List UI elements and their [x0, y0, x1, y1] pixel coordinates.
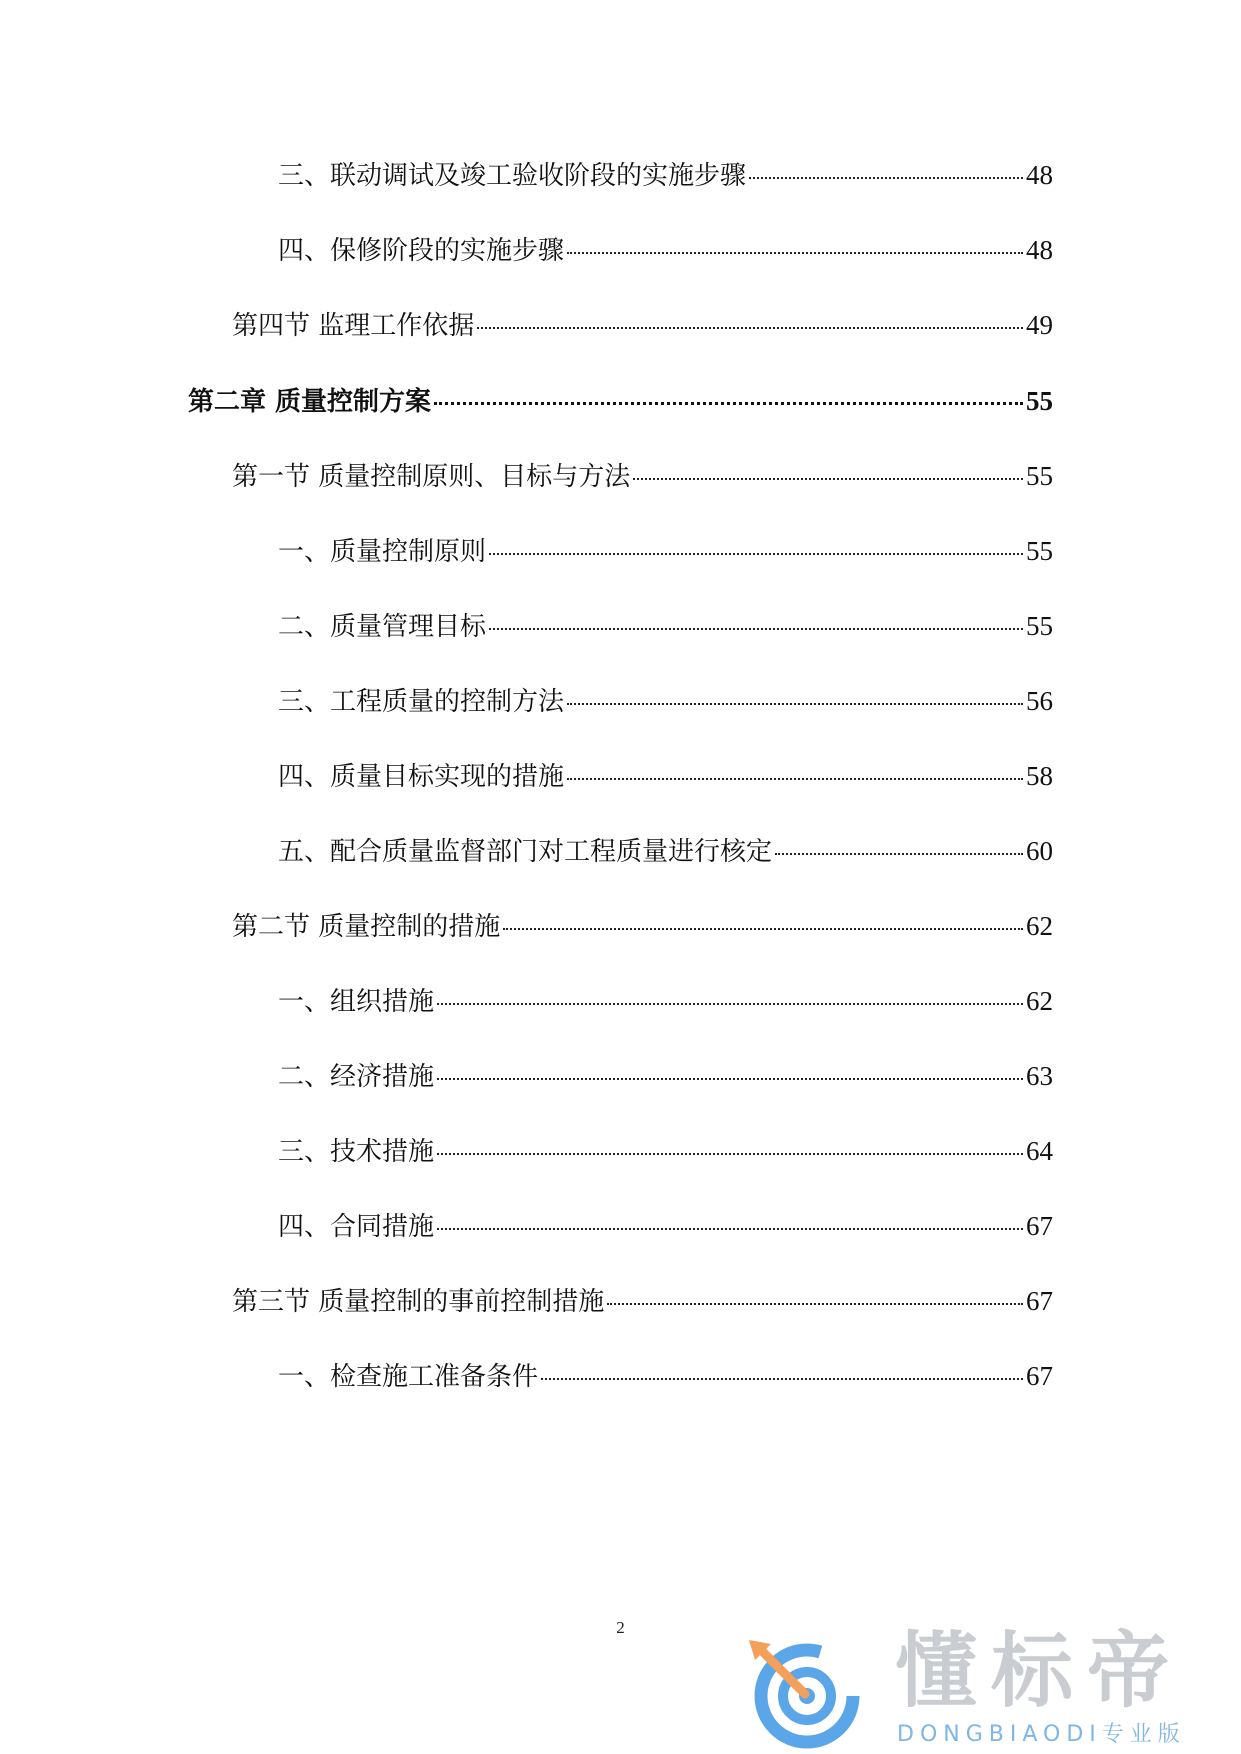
watermark-brand: 懂标帝 — [895, 1624, 1184, 1719]
dot-leader — [541, 1378, 1023, 1380]
toc-page-number: 55 — [1026, 536, 1053, 566]
toc-entry[interactable] — [0, 1284, 1053, 1319]
toc-entry-label: 五、配合质量监督部门对工程质量进行核定 — [278, 837, 773, 867]
toc-entry-label: 三、技术措施 — [278, 1137, 435, 1167]
toc-entry[interactable] — [0, 534, 1053, 569]
toc-entry-label: 第三节 质量控制的事前控制措施 — [232, 1287, 605, 1317]
dot-leader — [567, 703, 1023, 705]
toc-entry-label: 第二节 质量控制的措施 — [232, 912, 501, 942]
toc-entry[interactable] — [0, 759, 1053, 794]
toc-page-number: 56 — [1026, 686, 1053, 716]
dot-leader — [749, 177, 1023, 179]
dot-leader — [489, 628, 1023, 630]
toc-page-number: 62 — [1026, 911, 1053, 941]
toc-entry-label: 第一节 质量控制原则、目标与方法 — [232, 462, 631, 492]
toc-page-number: 55 — [1026, 461, 1053, 491]
toc-page-number: 48 — [1026, 235, 1053, 265]
toc-entry-label: 第四节 监理工作依据 — [232, 311, 475, 341]
toc-page-number: 67 — [1026, 1211, 1053, 1241]
toc-entry[interactable] — [0, 1209, 1053, 1244]
dot-leader — [567, 252, 1023, 254]
toc-page-number: 62 — [1026, 986, 1053, 1016]
dot-leader — [434, 402, 1023, 405]
toc-page-number: 48 — [1026, 160, 1053, 190]
toc-entry[interactable] — [0, 308, 1053, 343]
toc-page-number: 60 — [1026, 836, 1053, 866]
dot-leader — [633, 478, 1023, 480]
toc-entry-label: 四、质量目标实现的措施 — [278, 762, 565, 792]
dot-leader — [437, 1228, 1023, 1230]
toc-page-number: 67 — [1026, 1361, 1053, 1391]
dot-leader — [567, 778, 1023, 780]
toc-page-number: 55 — [1026, 386, 1053, 416]
dot-leader — [775, 853, 1023, 855]
toc-page-number: 55 — [1026, 611, 1053, 641]
dot-leader — [477, 327, 1023, 329]
toc-entry-label: 第二章 质量控制方案 — [188, 387, 432, 417]
dot-leader — [437, 1003, 1023, 1005]
dot-leader — [437, 1078, 1023, 1080]
toc-entry-label: 三、工程质量的控制方法 — [278, 687, 565, 717]
watermark-logo — [745, 1622, 1225, 1750]
toc-entry[interactable] — [0, 459, 1053, 494]
toc-entry[interactable] — [0, 1059, 1053, 1094]
toc-entry-label: 一、组织措施 — [278, 987, 435, 1017]
watermark-subtitle: DONGBIAODI专业版 — [897, 1722, 1186, 1747]
toc-entry-label: 一、检查施工准备条件 — [278, 1362, 539, 1392]
target-icon — [745, 1630, 875, 1750]
toc-entry[interactable] — [0, 609, 1053, 644]
toc-entry-label: 三、联动调试及竣工验收阶段的实施步骤 — [278, 161, 747, 191]
toc-entry[interactable] — [0, 684, 1053, 719]
toc-entry[interactable] — [0, 834, 1053, 869]
toc-page-number: 63 — [1026, 1061, 1053, 1091]
dot-leader — [503, 928, 1023, 930]
toc-entry[interactable] — [0, 233, 1053, 268]
toc-entry-label: 四、保修阶段的实施步骤 — [278, 236, 565, 266]
dot-leader — [437, 1153, 1023, 1155]
dot-leader — [607, 1303, 1023, 1305]
page-number: 2 — [616, 1618, 625, 1637]
toc-entry[interactable] — [0, 909, 1053, 944]
toc-entry-label: 二、质量管理目标 — [278, 612, 487, 642]
toc-page-number: 67 — [1026, 1286, 1053, 1316]
toc-entry[interactable] — [0, 158, 1053, 193]
toc-entry-label: 四、合同措施 — [278, 1212, 435, 1242]
toc-page-number: 64 — [1026, 1136, 1053, 1166]
toc-entry[interactable] — [0, 1359, 1053, 1394]
toc-entry[interactable] — [0, 1134, 1053, 1169]
dot-leader — [489, 553, 1023, 555]
toc-entry-label: 二、经济措施 — [278, 1062, 435, 1092]
toc-chapter-entry[interactable] — [0, 384, 1053, 419]
toc-page-number: 49 — [1026, 310, 1053, 340]
toc-page-number: 58 — [1026, 761, 1053, 791]
toc-entry-label: 一、质量控制原则 — [278, 537, 487, 567]
toc-entry[interactable] — [0, 984, 1053, 1019]
